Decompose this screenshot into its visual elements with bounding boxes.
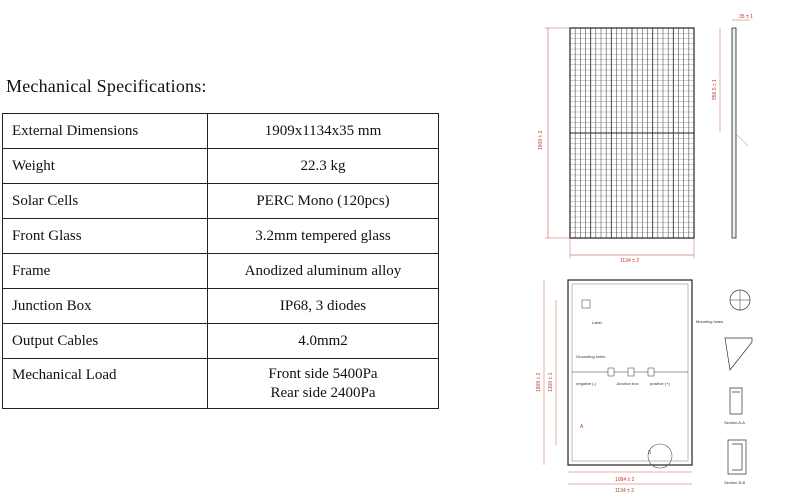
side-height-label: 956.5 ± 1 <box>712 79 718 100</box>
spec-value-line: 3.2mm tempered glass <box>255 227 391 244</box>
back-width-label: 1084 ± 2 <box>615 477 635 483</box>
front-view <box>538 28 694 264</box>
spec-value <box>208 289 439 324</box>
positive-label: positive (+) <box>650 381 670 386</box>
spec-value-line: PERC Mono (120pcs) <box>256 192 390 209</box>
spec-value-line: Front side 5400Pa <box>268 365 378 382</box>
spec-value <box>208 114 439 149</box>
spec-label: Solar Cells <box>3 184 208 219</box>
side-leader <box>736 134 748 146</box>
back-total-width-label: 1134 ± 2 <box>615 488 635 494</box>
side-thickness-label: 35 ± 1 <box>739 14 753 20</box>
spec-label: Junction Box <box>3 289 208 324</box>
spec-value <box>208 254 439 289</box>
spec-label: Mechanical Load <box>3 359 208 409</box>
detail-corner-profile <box>725 338 752 370</box>
spec-value-line: Rear side 2400Pa <box>270 384 376 401</box>
negative-label: negative (-) <box>576 381 597 386</box>
spec-table <box>2 113 439 409</box>
spec-value <box>208 184 439 219</box>
side-frame <box>732 28 736 238</box>
junction-box-right <box>648 368 654 376</box>
spec-row <box>3 254 439 289</box>
spec-row <box>3 289 439 324</box>
spec-row <box>3 359 439 409</box>
section-a-label: Section A-A <box>724 420 745 425</box>
section-b-profile <box>728 440 746 474</box>
spec-label: Front Glass <box>3 219 208 254</box>
spec-value <box>208 149 439 184</box>
mounting-holes-label: Mounting holes <box>696 319 724 324</box>
spec-value-line: Anodized aluminum alloy <box>244 262 402 279</box>
back-view <box>536 280 723 494</box>
spec-value <box>208 324 439 359</box>
section-a-marker: A <box>580 424 584 430</box>
spec-value <box>208 219 439 254</box>
junction-box-left <box>608 368 614 376</box>
spec-value <box>208 359 439 409</box>
spec-label: External Dimensions <box>3 114 208 149</box>
page-title: Mechanical Specifications: <box>6 76 207 96</box>
side-view <box>712 14 753 238</box>
junction-box-label: Junction box <box>616 381 639 386</box>
spec-row <box>3 149 439 184</box>
back-height-label: 1909 ± 2 <box>536 372 542 392</box>
detail-views <box>724 290 752 485</box>
spec-row <box>3 219 439 254</box>
spec-label: Weight <box>3 149 208 184</box>
section-b-label: Section B-B <box>724 480 746 485</box>
spec-value-line: 22.3 kg <box>300 157 346 174</box>
spec-row <box>3 114 439 149</box>
spec-value-line: 1909x1134x35 mm <box>264 122 382 139</box>
section-b-marker: B <box>648 450 652 456</box>
spec-value-line: 4.0mm2 <box>298 332 348 349</box>
panel-technical-drawing <box>520 0 800 501</box>
front-height-label: 1909 ± 2 <box>538 130 544 150</box>
back-label-text: Label <box>592 320 602 325</box>
grounding-holes-label: Grounding holes <box>576 354 606 359</box>
junction-box-center <box>628 368 634 376</box>
front-width-label: 1134 ± 2 <box>620 258 640 264</box>
spec-table-body <box>3 114 439 409</box>
back-label-box <box>582 300 590 308</box>
detail-circle <box>648 444 672 468</box>
spec-row <box>3 324 439 359</box>
spec-value-line: IP68, 3 diodes <box>279 297 367 314</box>
spec-row <box>3 184 439 219</box>
spec-label: Frame <box>3 254 208 289</box>
spec-label: Output Cables <box>3 324 208 359</box>
back-inner-label: 1300 ± 1 <box>548 372 554 392</box>
section-a-profile <box>730 388 742 414</box>
